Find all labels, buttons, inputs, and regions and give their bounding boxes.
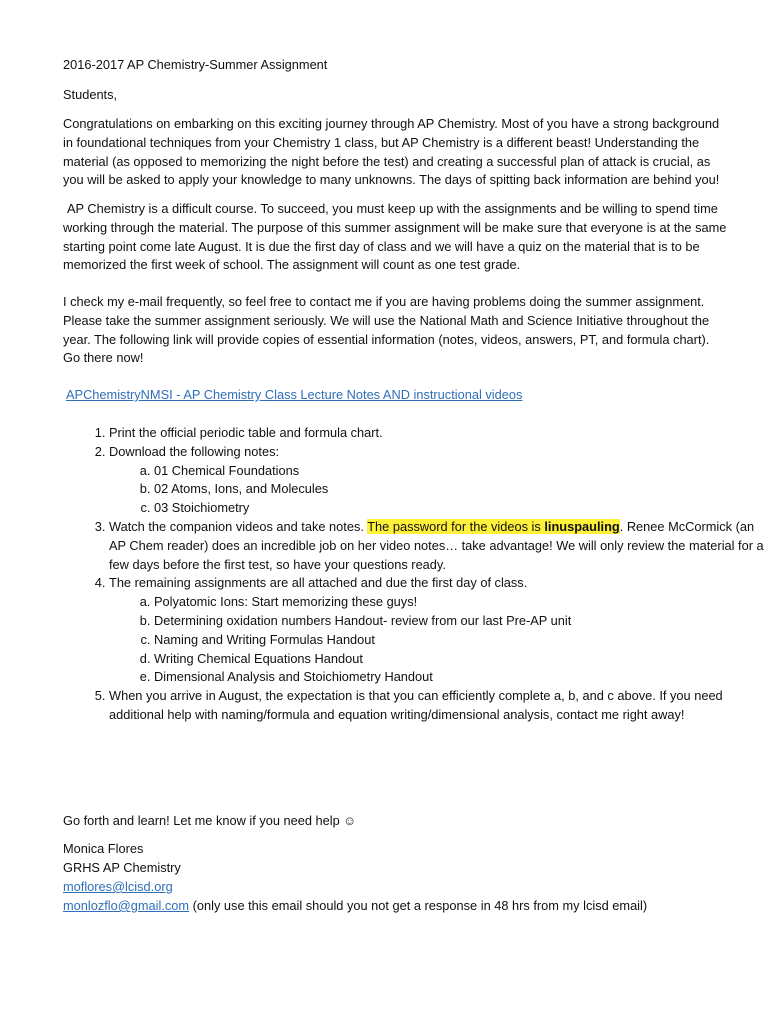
- sub-item: b. 02 Atoms, Ions, and Molecules: [154, 480, 769, 499]
- sub-item: e. Dimensional Analysis and Stoichiometry Handout: [154, 668, 769, 687]
- notes-sublist: [109, 462, 769, 518]
- list-item: [109, 687, 769, 725]
- sub-item: d. Writing Chemical Equations Handout: [154, 650, 769, 669]
- password-label: The password for the videos is: [367, 518, 545, 534]
- email-link-school[interactable]: moflores@lcisd.org: [63, 879, 173, 894]
- sub-item: b. Determining oxidation numbers Handout- review from our last Pre-AP unit: [154, 612, 769, 631]
- list-item: [109, 424, 769, 443]
- list-item: [109, 518, 769, 574]
- paragraph-contact: I check my e-mail frequently, so feel free to contact me if you are having problems doing the summer assignment. Please take the summer assignment seriously. We will use the National Math and Science Initiative throughout the year. The following link will provide copies of essential information (notes, videos, answers, PT, and formula chart). Go there now!: [63, 294, 710, 366]
- item-text: When you arrive in August, the expectation is that you can efficiently complete a, b, and c above. If you need additional help with naming/formula and equation writing/dimensional analysis, contact me right away!: [109, 688, 723, 722]
- nmsi-resource-link[interactable]: APChemistryNMSI - AP Chemistry Class Lecture Notes AND instructional videos: [66, 387, 523, 402]
- list-item: [109, 574, 769, 687]
- paragraph-course: AP Chemistry is a difficult course. To succeed, you must keep up with the assignments and be willing to spend time working through the material. The purpose of this summer assignment will be make sure that everyone is at the same starting point come late August. It is due the first day of class and we will have a quiz on the material that is to be memorized the first week of school. The assignment will count as one test grade.: [63, 201, 727, 273]
- assignment-list: [63, 424, 769, 725]
- password-value: linuspauling: [544, 518, 620, 534]
- closing-line: Go forth and learn! Let me know if you need help ☺: [63, 813, 357, 828]
- sub-item: c. 03 Stoichiometry: [154, 499, 769, 518]
- item-text: The remaining assignments are all attached and due the first day of class.: [109, 575, 528, 591]
- item-text: Download the following notes:: [109, 443, 280, 459]
- paragraph-intro: Congratulations on embarking on this exciting journey through AP Chemistry. Most of you have a strong background in foundational techniques from your Chemistry 1 class, but AP Chemistry is a different beast! Understanding the material (as opposed to memorizing the night before the test) and creating a successful plan of attack is crucial, as you will be asked to apply your knowledge to many unknowns. The days of spitting back information are behind you!: [63, 116, 720, 188]
- sub-item: a. Polyatomic Ions: Start memorizing these guys!: [154, 593, 769, 612]
- signature-block: [63, 840, 647, 916]
- sub-item: a. 01 Chemical Foundations: [154, 462, 769, 481]
- assignments-sublist: [109, 593, 769, 687]
- sub-item: c. Naming and Writing Formulas Handout: [154, 631, 769, 650]
- list-item: [109, 443, 769, 518]
- highlighted-text: [367, 519, 619, 534]
- email-link-personal[interactable]: monlozflo@gmail.com: [63, 898, 190, 913]
- greeting: Students,: [63, 87, 118, 102]
- item-text: . Renee McCormick (an AP Chem reader) does an incredible job on her video notes… take advantage! We will only review the material for a few days before the first test, so have your questions ready.: [109, 518, 764, 572]
- document-title: 2016-2017 AP Chemistry-Summer Assignment: [63, 57, 328, 72]
- item-text: Watch the companion videos and take notes.: [109, 518, 368, 534]
- email-note: (only use this email should you not get a response in 48 hrs from my lcisd email): [189, 898, 648, 913]
- signature-org: GRHS AP Chemistry: [63, 860, 181, 875]
- signature-name: Monica Flores: [63, 841, 144, 856]
- item-text: Print the official periodic table and formula chart.: [109, 425, 383, 440]
